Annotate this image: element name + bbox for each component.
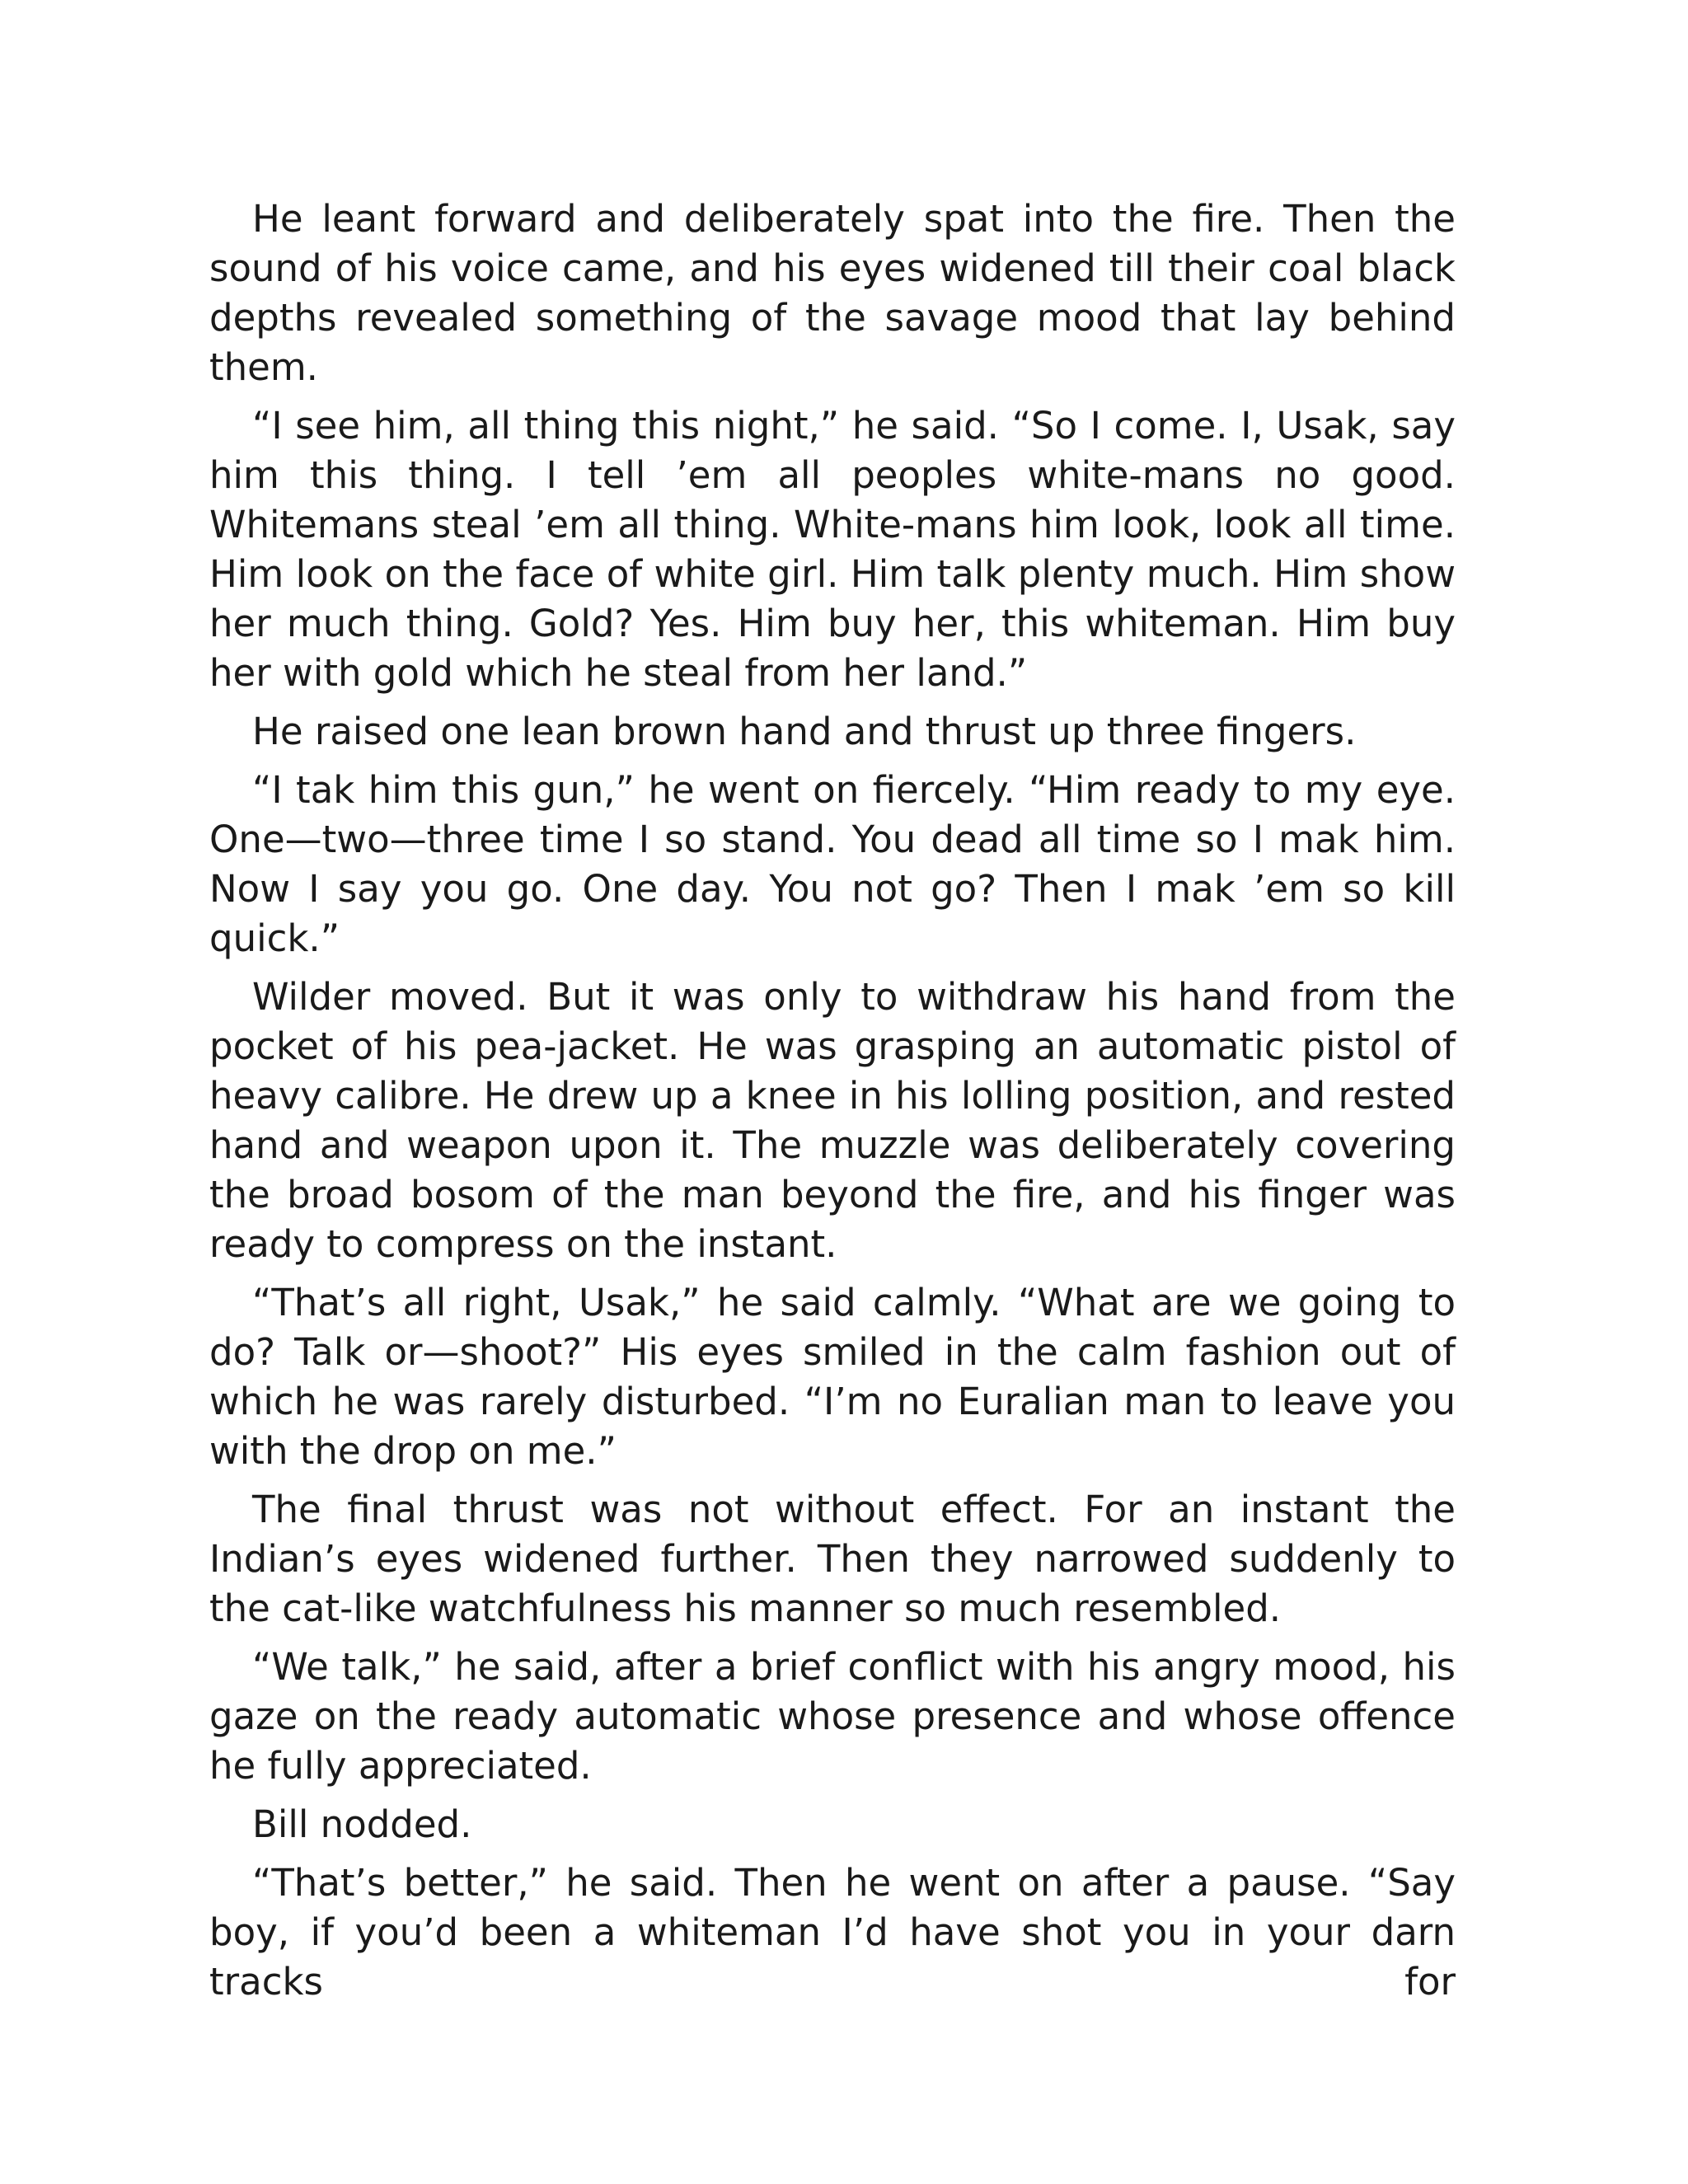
paragraph-10: “That’s better,” he said. Then he went on after a pause. “Say boy, if you’d been a whiteman I’d have shot you in your darn tracks for xyxy=(209,1861,1456,2004)
paragraph-6: “That’s all right, Usak,” he said calmly. “What are we going to do? Talk or—shoot?” His eyes smiled in the calm fashion out of which he was rarely disturbed. “I’m no Euralian man to leave you with the drop on me.” xyxy=(209,1281,1456,1473)
paragraph-3: He raised one lean brown hand and thrust up three fingers. xyxy=(252,710,1357,753)
paragraph-1: He leant forward and deliberately spat into the fire. Then the sound of his voice came, and his eyes widened till their coal black depths revealed something of the savage mood that lay behind them. xyxy=(209,197,1456,389)
paragraph-4: “I tak him this gun,” he went on fiercely. “Him ready to my eye. One—two—three time I so stand. You dead all time so I mak him. Now I say you go. One day. You not go? Then I mak ’em so kill quick.” xyxy=(209,768,1456,960)
paragraph-8: “We talk,” he said, after a brief conflict with his angry mood, his gaze on the ready automatic whose presence and whose offence he fully appreciated. xyxy=(209,1645,1456,1788)
paragraph-7: The final thrust was not without effect. For an instant the Indian’s eyes widened further. Then they narrowed suddenly to the cat-like watchfulness his manner so much resembled. xyxy=(209,1488,1456,1630)
page-text-body xyxy=(209,194,1456,2007)
paragraph-5: Wilder moved. But it was only to withdraw his hand from the pocket of his pea-jacket. He was grasping an automatic pistol of heavy calibre. He drew up a knee in his lolling position, and rested hand and weapon upon it. The muzzle was deliberately covering the broad bosom of the man beyond the fire, and his finger was ready to compress on the instant. xyxy=(209,975,1456,1266)
paragraph-2: “I see him, all thing this night,” he said. “So I come. I, Usak, say him this thing. I tell ’em all peoples white-mans no good. Whitemans steal ’em all thing. White-mans him look, look all time. Him look on the face of white girl. Him talk plenty much. Him show her much thing. Gold? Yes. Him buy her, this whiteman. Him buy her with gold which he steal from her land.” xyxy=(209,404,1456,695)
paragraph-9: Bill nodded. xyxy=(252,1802,472,1846)
